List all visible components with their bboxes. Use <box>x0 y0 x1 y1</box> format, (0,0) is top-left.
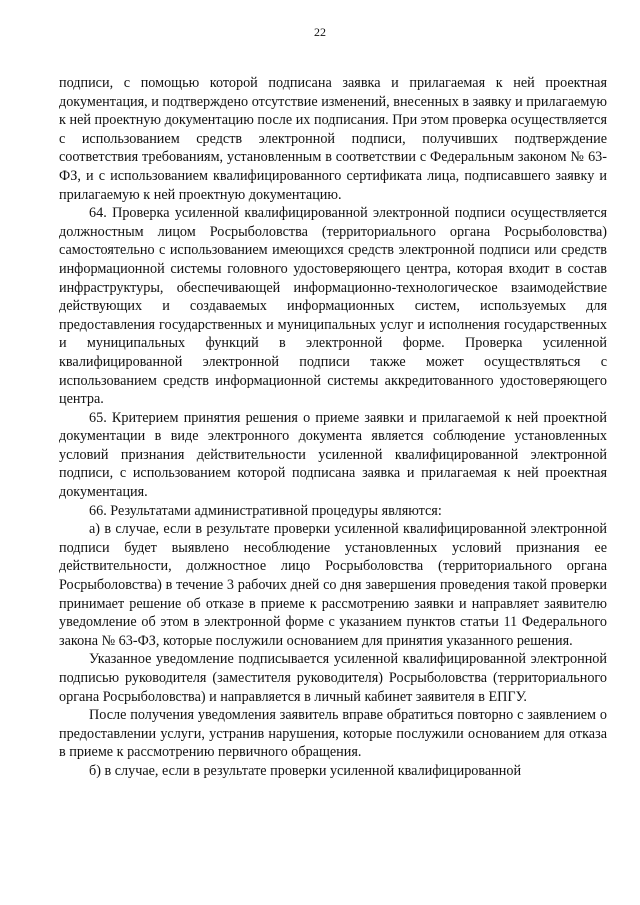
paragraph-66: 66. Результатами административной процедуры являются: <box>89 502 442 519</box>
page-body <box>59 74 607 781</box>
paragraph-65: 65. Критерием принятия решения о приеме заявки и прилагаемой к ней проектной документации в виде электронного документа является соблюдение установленных условий признания действительности усиленной квалифицированной электронной подписи, с использованием которой подписана заявка и прилагаемая к ней проектная документация. <box>59 409 607 501</box>
paragraph-66-a: а) в случае, если в результате проверки усиленной квалифицированной электронной подписи будет выявлено несоблюдение установленных условий признания ее действительности, должностное лицо Росрыболовства (территориального органа Росрыболовства) в течение 3 рабочих дней со дня завершения проведения такой проверки принимает решение об отказе в приеме к рассмотрению заявки и направляет заявителю уведомление об этом в электронной форме с указанием пунктов статьи 11 Федерального закона № 63-ФЗ, которые послужили основанием для принятия указанного решения. <box>59 521 607 649</box>
paragraph-notification: Указанное уведомление подписывается усиленной квалифицированной электронной подписью руководителя (заместителя руководителя) Росрыболовства (территориального органа Росрыболовства) и направляется в личный кабинет заявителя в ЕПГУ. <box>59 651 607 705</box>
paragraph-repeat-request: После получения уведомления заявитель вправе обратиться повторно с заявлением о предоставлении услуги, устранив нарушения, которые послужили основанием для отказа в приеме к рассмотрению первичного обращения. <box>59 707 607 761</box>
paragraph-continuation: подписи, с помощью которой подписана заявка и прилагаемая к ней проектная документация, и подтверждено отсутствие изменений, внесенных в заявку и прилагаемую к ней проектную документацию после их подписания. При этом проверка осуществляется с использованием средств электронной подписи, получивших подтверждение соответствия требованиям, установленным в соответствии с Федеральным законом № 63-ФЗ, и с использованием квалифицированного сертификата лица, подписавшего заявку и прилагаемую к ней проектную документацию. <box>59 75 607 203</box>
paragraph-66-b: б) в случае, если в результате проверки усиленной квалифицированной <box>89 762 522 779</box>
paragraph-64: 64. Проверка усиленной квалифицированной электронной подписи осуществляется должностным лицом Росрыболовства (территориального органа Росрыболовства) самостоятельно с использованием имеющихся средств электронной подписи или средств информационной системы головного удостоверяющего центра, которая входит в состав инфраструктуры, обеспечивающей информационно-технологическое взаимодействие действующих и создаваемых информационных систем, используемых для предоставления государственных и муниципальных услуг и исполнения государственных и муниципальных функций в электронной форме. Проверка усиленной квалифицированной электронной подписи также может осуществляться с использованием средств информационной системы аккредитованного удостоверяющего центра. <box>59 205 607 408</box>
page-number: 22 <box>314 25 326 39</box>
